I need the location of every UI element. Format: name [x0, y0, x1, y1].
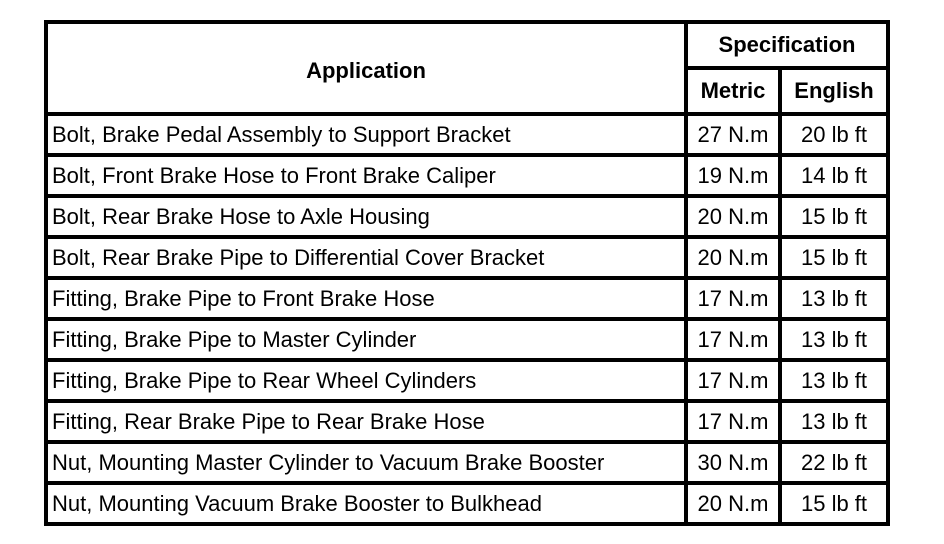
english-value-cell: 13 lb ft	[780, 278, 888, 319]
application-cell: Bolt, Rear Brake Hose to Axle Housing	[46, 196, 686, 237]
english-value-cell: 13 lb ft	[780, 319, 888, 360]
table-row	[46, 155, 888, 196]
application-cell: Bolt, Brake Pedal Assembly to Support Bracket	[46, 114, 686, 155]
english-value-cell: 15 lb ft	[780, 237, 888, 278]
english-value-cell: 13 lb ft	[780, 360, 888, 401]
english-value-cell: 13 lb ft	[780, 401, 888, 442]
metric-value-cell: 19 N.m	[686, 155, 780, 196]
metric-value-cell: 20 N.m	[686, 483, 780, 524]
fastener-torque-table	[44, 20, 890, 526]
application-cell: Bolt, Rear Brake Pipe to Differential Cover Bracket	[46, 237, 686, 278]
application-cell: Nut, Mounting Vacuum Brake Booster to Bulkhead	[46, 483, 686, 524]
metric-value-cell: 20 N.m	[686, 237, 780, 278]
table-row	[46, 114, 888, 155]
english-value-cell: 14 lb ft	[780, 155, 888, 196]
table-row	[46, 196, 888, 237]
table-row	[46, 278, 888, 319]
application-cell: Nut, Mounting Master Cylinder to Vacuum Brake Booster	[46, 442, 686, 483]
table-header	[46, 22, 888, 114]
table-row	[46, 237, 888, 278]
metric-header: Metric	[686, 68, 780, 114]
metric-value-cell: 17 N.m	[686, 401, 780, 442]
application-header: Application	[46, 22, 686, 114]
english-value-cell: 20 lb ft	[780, 114, 888, 155]
metric-value-cell: 30 N.m	[686, 442, 780, 483]
metric-value-cell: 20 N.m	[686, 196, 780, 237]
application-cell: Fitting, Rear Brake Pipe to Rear Brake Hose	[46, 401, 686, 442]
metric-value-cell: 27 N.m	[686, 114, 780, 155]
application-cell: Fitting, Brake Pipe to Master Cylinder	[46, 319, 686, 360]
specification-header: Specification	[686, 22, 888, 68]
english-header: English	[780, 68, 888, 114]
table-row	[46, 483, 888, 524]
application-cell: Fitting, Brake Pipe to Rear Wheel Cylinders	[46, 360, 686, 401]
application-cell: Bolt, Front Brake Hose to Front Brake Caliper	[46, 155, 686, 196]
application-cell: Fitting, Brake Pipe to Front Brake Hose	[46, 278, 686, 319]
table-row	[46, 360, 888, 401]
english-value-cell: 15 lb ft	[780, 196, 888, 237]
english-value-cell: 22 lb ft	[780, 442, 888, 483]
english-value-cell: 15 lb ft	[780, 483, 888, 524]
metric-value-cell: 17 N.m	[686, 360, 780, 401]
table-row	[46, 442, 888, 483]
table-body	[46, 114, 888, 524]
metric-value-cell: 17 N.m	[686, 278, 780, 319]
header-row-top	[46, 22, 888, 68]
table-row	[46, 319, 888, 360]
table-row	[46, 401, 888, 442]
metric-value-cell: 17 N.m	[686, 319, 780, 360]
